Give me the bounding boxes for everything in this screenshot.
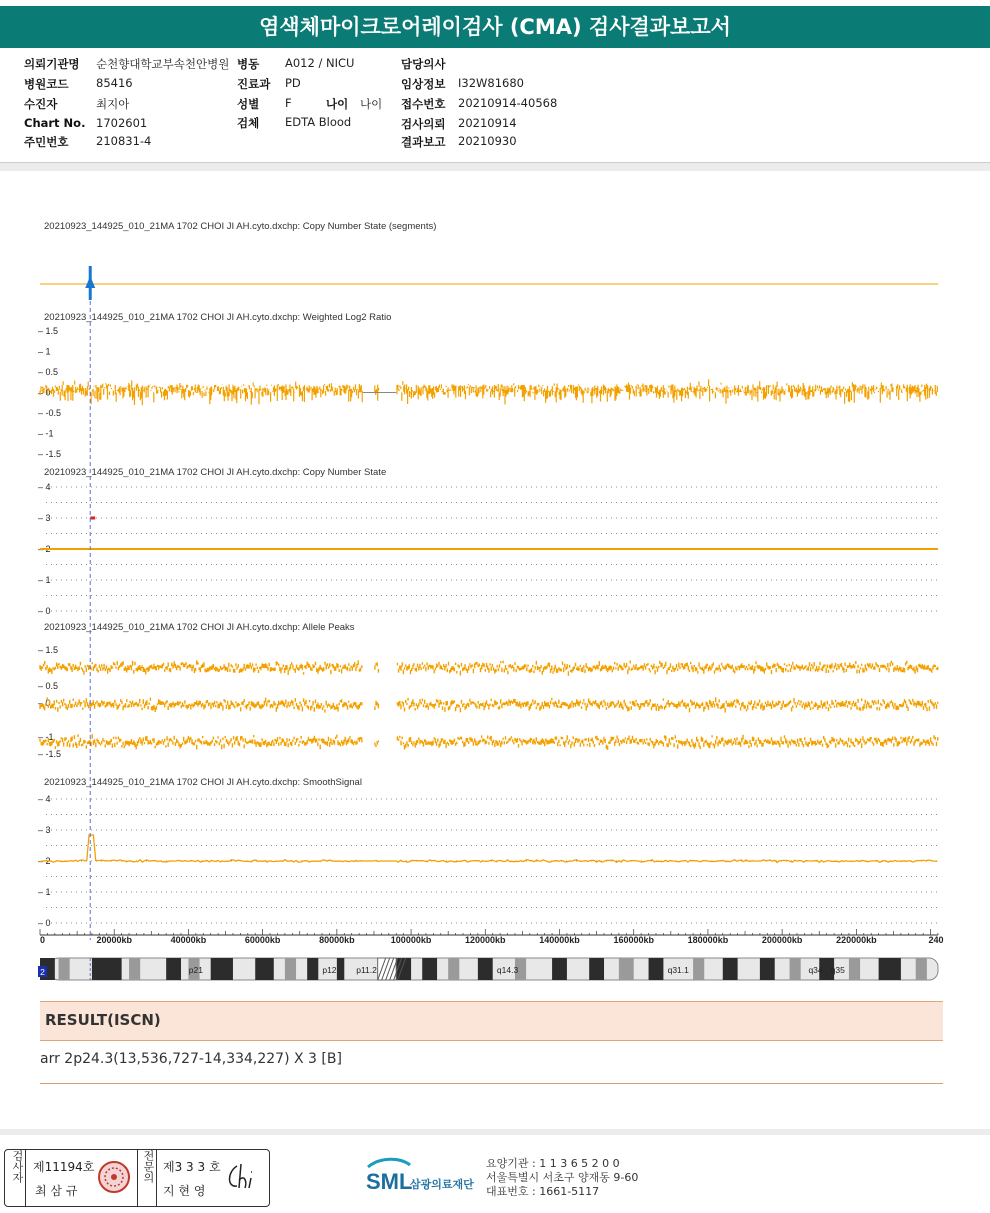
smooth-ytick: – 0 [38, 918, 51, 928]
log2-ytick: – 1.5 [38, 326, 59, 336]
allele-ytick: – 1.5 [38, 645, 59, 655]
track-title-cn: 20210923_144925_010_21MA 1702 CHOI JI AH.cyto.dxchp: Copy Number State [44, 467, 387, 478]
value-accession: 20210914-40568 [458, 96, 558, 110]
label-specimen: 검체 [237, 116, 260, 130]
ideogram-band [649, 958, 664, 980]
value-resident-no: 210831-4 [96, 134, 152, 148]
label-request-date: 검사의뢰 [401, 117, 446, 131]
info-phone: 대표번호 : 1661-5117 [486, 1185, 600, 1198]
x-axis-label: 60000kb [244, 935, 281, 945]
log2-ytick: – -1.5 [38, 449, 62, 459]
smooth-ytick: – 1 [38, 887, 51, 897]
signature-box [4, 1149, 270, 1207]
allele-ytick: – -1.5 [38, 749, 62, 759]
value-clinical-info: I32W81680 [458, 76, 524, 90]
value-department: PD [285, 76, 301, 90]
value-age: 나이 [360, 97, 383, 111]
ideogram-band [790, 958, 801, 980]
label-report-date: 결과보고 [401, 135, 446, 149]
label-physician: 담당의사 [401, 57, 446, 71]
ideogram-band [723, 958, 738, 980]
label-clinical-info: 임상정보 [401, 77, 446, 91]
cn-ytick: – 0 [38, 606, 51, 616]
track-title-smooth: 20210923_144925_010_21MA 1702 CHOI JI AH.cyto.dxchp: SmoothSignal [44, 777, 362, 788]
ideogram-band [478, 958, 493, 980]
x-axis-label: 40000kb [170, 935, 207, 945]
ideogram-band [166, 958, 181, 980]
x-axis-label: 80000kb [319, 935, 355, 945]
band-label: p11.2 [356, 965, 377, 975]
logo-mark: SML [366, 1169, 413, 1194]
seal-stamp-icon [97, 1160, 131, 1194]
label-ward: 병동 [237, 57, 260, 71]
ideogram-band [448, 958, 459, 980]
label-hospital-code: 병원코드 [24, 77, 69, 91]
ideogram-band [307, 958, 318, 980]
x-axis-label: 240 [928, 935, 944, 945]
value-report-date: 20210930 [458, 134, 517, 148]
band-label: q35 [830, 965, 845, 975]
x-axis-label: 0 [40, 935, 46, 945]
log2-scatter-series [40, 379, 937, 405]
result-section [40, 1001, 943, 1041]
cn-ytick: – 1 [38, 575, 51, 585]
ideogram-band [589, 958, 604, 980]
track-title-allele: 20210923_144925_010_21MA 1702 CHOI JI AH.cyto.dxchp: Allele Peaks [44, 622, 355, 633]
x-axis-label: 200000kb [761, 935, 803, 945]
sig1-role: 검사자 [7, 1150, 26, 1206]
ideogram-band [285, 958, 296, 980]
allele-ytick: – -1 [38, 732, 54, 742]
allele-ytick: – 0.5 [38, 681, 59, 691]
ideogram-band [255, 958, 274, 980]
result-iscn: arr 2p24.3(13,536,727-14,334,227) X 3 [B] [40, 1051, 342, 1067]
value-hospital-code: 85416 [96, 76, 133, 90]
patient-header [0, 48, 990, 163]
track-title-segments: 20210923_144925_010_21MA 1702 CHOI JI AH.cyto.dxchp: Copy Number State (segments) [44, 221, 437, 232]
cma-chart [0, 160, 990, 1000]
value-chart-no: 1702601 [96, 116, 148, 130]
label-accession: 접수번호 [401, 97, 446, 111]
band-label: p21 [188, 965, 203, 975]
info-facility-no: 요양기관 : 1 1 3 6 5 2 0 0 [486, 1157, 620, 1170]
ideogram-band [422, 958, 437, 980]
ideogram-band [59, 958, 70, 980]
band-label: q34 [808, 965, 823, 975]
log2-ytick: – 0.5 [38, 367, 59, 377]
cn-ytick: – 4 [38, 482, 51, 492]
allele-ytick: – 0 [38, 698, 51, 708]
ideogram-band [337, 958, 344, 980]
smooth-ytick: – 2 [38, 856, 51, 866]
label-sex: 성별 [237, 97, 260, 111]
value-institution: 순천향대학교부속천안병원 [96, 57, 230, 71]
ideogram-band [849, 958, 860, 980]
cn-ytick: – 3 [38, 513, 51, 523]
value-request-date: 20210914 [458, 116, 517, 130]
ideogram-band [92, 958, 122, 980]
x-axis-label: 120000kb [465, 935, 506, 945]
log2-ytick: – -1 [38, 428, 54, 439]
label-resident-no: 주민번호 [24, 135, 69, 149]
ideogram-band [211, 958, 233, 980]
ideogram-band [129, 958, 140, 980]
logo-subtitle: 삼광의료재단 [410, 1179, 474, 1191]
label-department: 진료과 [237, 77, 271, 91]
band-label: p12 [322, 965, 337, 975]
ideogram-band [760, 958, 775, 980]
ideogram-band [879, 958, 901, 980]
report-title: 염색체마이크로어레이검사 (CMA) 검사결과보고서 [0, 6, 990, 48]
value-specimen: EDTA Blood [285, 115, 352, 129]
ideogram-band [916, 958, 927, 980]
value-patient: 최지아 [96, 97, 130, 111]
info-address: 서울특별시 서초구 양재동 9-60 [486, 1171, 639, 1184]
label-institution: 의뢰기관명 [24, 57, 80, 71]
sml-logo-icon [366, 1155, 486, 1195]
x-axis-label: 220000kb [836, 935, 877, 945]
footer [0, 1143, 990, 1213]
cn-ytick: – 2 [38, 544, 51, 554]
log2-ytick: – 1 [38, 346, 51, 357]
x-axis-label: 180000kb [687, 935, 729, 945]
smooth-signal-series [40, 835, 937, 863]
value-sex: F [285, 96, 292, 110]
band-label: q14.3 [496, 965, 519, 975]
chromosome-number: 2 [40, 967, 45, 977]
sig1-license: 제11194호 [33, 1160, 95, 1174]
sig2-name: 지 현 영 [163, 1184, 206, 1198]
log2-ytick: – -0.5 [38, 408, 62, 418]
ideogram-band [619, 958, 634, 980]
sig2-role: 전문의 [137, 1150, 157, 1206]
allele-scatter-series [40, 660, 938, 750]
institution-info [486, 1157, 638, 1199]
x-axis-label: 160000kb [613, 935, 654, 945]
log2-ytick: – 0 [38, 387, 51, 398]
x-axis-label: 20000kb [96, 935, 132, 945]
label-chart-no: Chart No. [24, 116, 86, 130]
ideogram-body [50, 958, 938, 980]
band-label: q31.1 [667, 965, 689, 975]
label-patient: 수진자 [24, 97, 58, 111]
result-heading: RESULT(ISCN) [45, 1011, 161, 1029]
track-title-log2: 20210923_144925_010_21MA 1702 CHOI JI AH.cyto.dxchp: Weighted Log2 Ratio [44, 312, 392, 323]
sig2-license: 제3 3 3 호 [163, 1160, 221, 1174]
value-ward: A012 / NICU [285, 56, 355, 70]
x-axis-label: 100000kb [390, 935, 432, 945]
ideogram-band [552, 958, 567, 980]
label-age: 나이 [326, 97, 349, 111]
sml-logo [366, 1155, 486, 1199]
smooth-ytick: – 4 [38, 794, 51, 804]
ideogram-band [693, 958, 704, 980]
x-axis-label: 140000kb [539, 935, 580, 945]
handwritten-signature-icon [223, 1160, 265, 1194]
sig1-name: 최 삼 규 [35, 1184, 78, 1198]
smooth-ytick: – 3 [38, 825, 51, 835]
result-divider [40, 1083, 943, 1084]
